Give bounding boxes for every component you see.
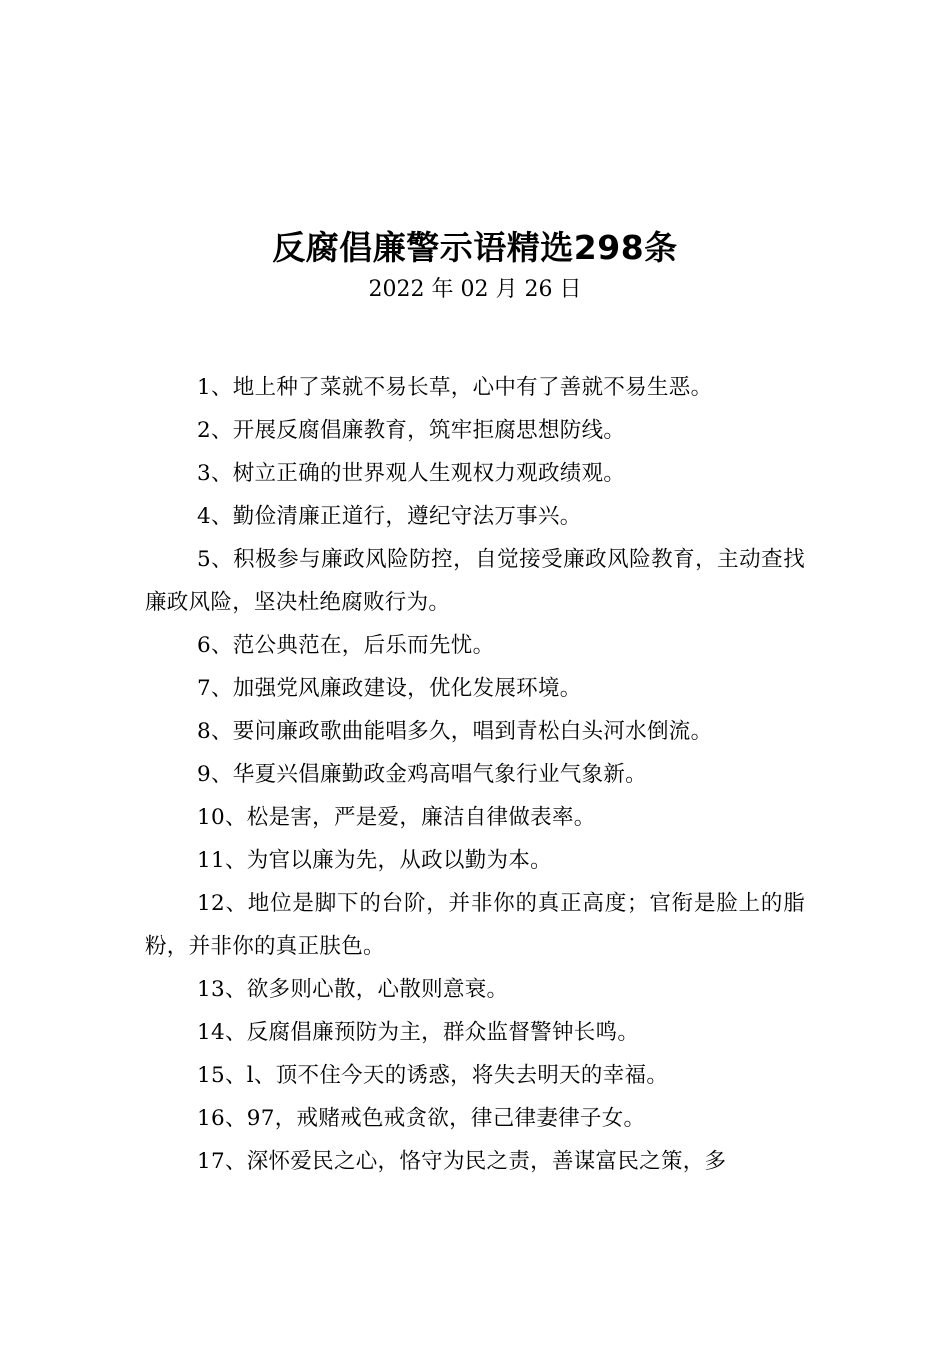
list-item: 9、华夏兴倡廉勤政金鸡高唱气象行业气象新。	[197, 762, 647, 787]
list-item: 15、l、顶不住今天的诱惑，将失去明天的幸福。	[197, 1063, 669, 1088]
list-item: 2、开展反腐倡廉教育，筑牢拒腐思想防线。	[197, 418, 626, 443]
list-item: 10、松是害，严是爱，廉洁自律做表率。	[197, 805, 596, 830]
list-item: 14、反腐倡廉预防为主，群众监督警钟长鸣。	[197, 1020, 640, 1045]
list-item: 7、加强党风廉政建设，优化发展环境。	[197, 676, 582, 701]
list-item: 8、要问廉政歌曲能唱多久，唱到青松白头河水倒流。	[197, 719, 713, 744]
list-item: 16、97，戒赌戒色戒贪欲，律己律妻律子女。	[197, 1106, 646, 1131]
document-date: 2022 年 02 月 26 日	[368, 277, 582, 302]
document-title: 反腐倡廉警示语精选298条	[272, 228, 678, 267]
list-item: 13、欲多则心散，心散则意衰。	[197, 977, 509, 1002]
list-item: 1、地上种了菜就不易长草，心中有了善就不易生恶。	[197, 375, 713, 400]
list-item: 11、为官以廉为先，从政以勤为本。	[197, 848, 552, 873]
list-item: 12、地位是脚下的台阶，并非你的真正高度；官衔是脸上的脂粉，并非你的真正肤色。	[145, 891, 805, 959]
list-item: 17、深怀爱民之心，恪守为民之责，善谋富民之策，多	[197, 1149, 727, 1174]
list-item: 5、积极参与廉政风险防控，自觉接受廉政风险教育，主动查找廉政风险，坚决杜绝腐败行为。	[145, 547, 805, 615]
list-item: 6、范公典范在，后乐而先忧。	[197, 633, 495, 658]
list-item: 4、勤俭清廉正道行，遵纪守法万事兴。	[197, 504, 582, 529]
document-body	[145, 366, 805, 1183]
list-item: 3、树立正确的世界观人生观权力观政绩观。	[197, 461, 626, 486]
